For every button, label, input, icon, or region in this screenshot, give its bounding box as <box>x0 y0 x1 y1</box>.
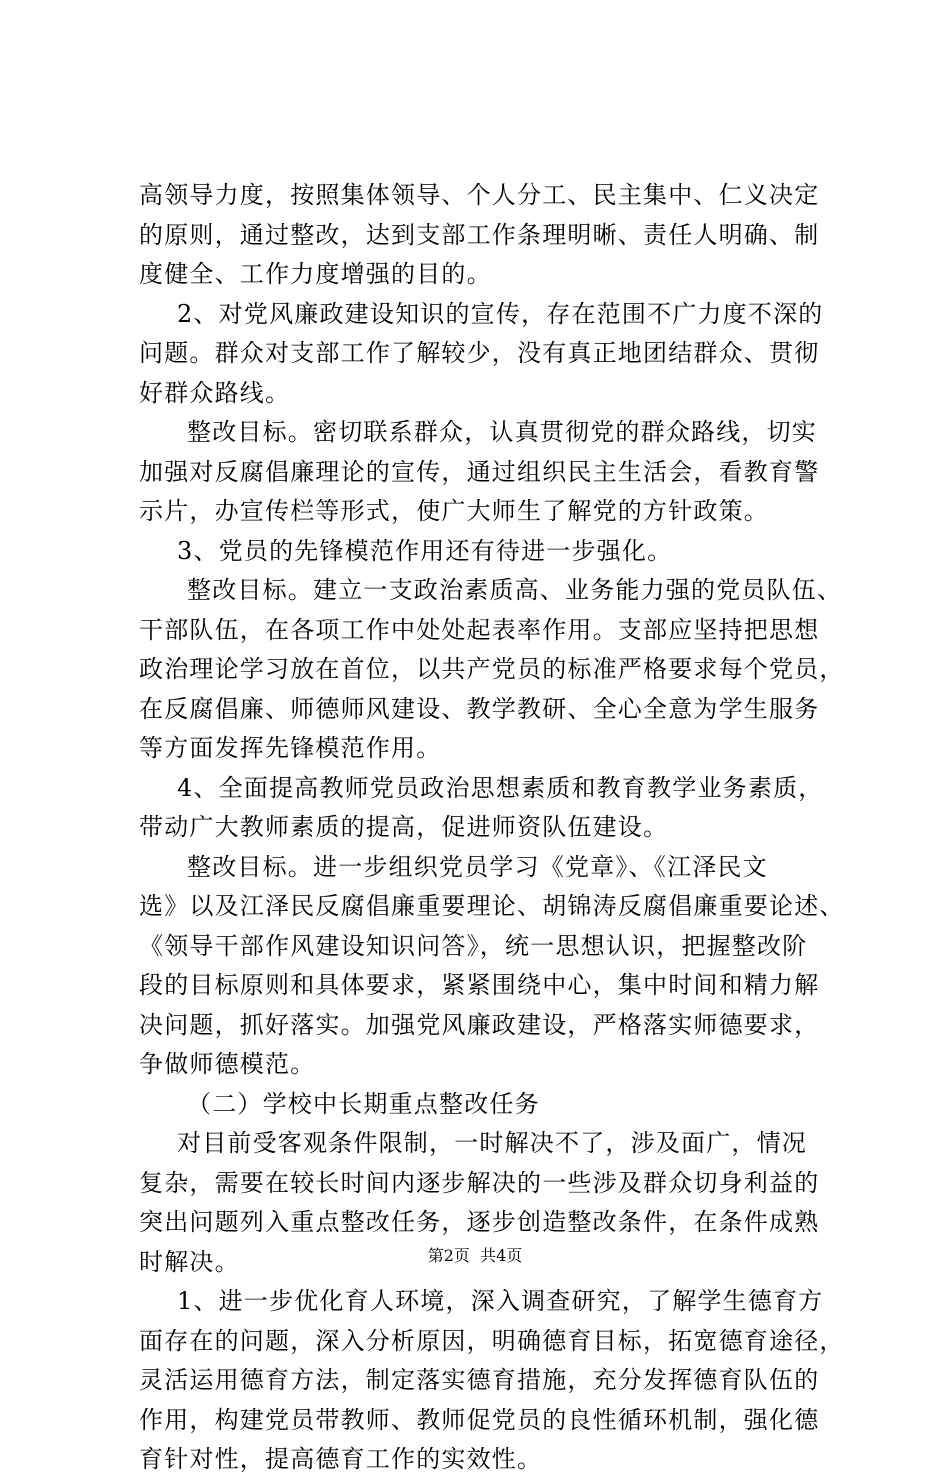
text-line: 3、党员的先锋模范作用还有待进一步强化。 <box>177 536 673 565</box>
text-line: 加强对反腐倡廉理论的宣传，通过组织民主生活会，看教育警 <box>139 457 820 486</box>
text-line: 高领导力度，按照集体领导、个人分工、民主集中、仁义决定 <box>139 181 820 209</box>
text-line: 争做师德模范。 <box>139 1050 316 1078</box>
text-line: 问题。群众对支部工作了解较少，没有真正地团结群众、贯彻 <box>139 339 820 367</box>
text-line: 干部队伍，在各项工作中处处起表率作用。支部应坚持把思想 <box>139 615 820 644</box>
text-line: 度健全、工作力度增强的目的。 <box>139 260 492 288</box>
text-line: 突出问题列入重点整改任务，逐步创造整改条件，在条件成熟 <box>139 1208 820 1236</box>
text-line: 选》以及江泽民反腐倡廉重要理论、胡锦涛反腐倡廉重要论述、 <box>139 892 845 920</box>
text-line: 示片，办宣传栏等形式，使广大师生了解党的方针政策。 <box>139 497 769 525</box>
text-line: 复杂，需要在较长时间内逐步解决的一些涉及群众切身利益的 <box>139 1168 820 1197</box>
section-heading: （二）学校中长期重点整改任务 <box>187 1089 540 1118</box>
text-line: 带动广大教师素质的提高，促进师资队伍建设。 <box>139 813 669 841</box>
text-line: 等方面发挥先锋模范作用。 <box>139 734 442 762</box>
text-line: 整改目标。建立一支政治素质高、业务能力强的党员队伍、 <box>187 576 843 604</box>
text-line: 《领导干部作风建设知识问答》，统一思想认识，把握整改阶 <box>139 931 808 960</box>
text-line: 在反腐倡廉、师德师风建设、教学教研、全心全意为学生服务 <box>139 694 820 723</box>
text-line: 2、对党风廉政建设知识的宣传，存在范围不广力度不深的 <box>177 299 824 328</box>
text-line: 政治理论学习放在首位，以共产党员的标准严格要求每个党员， <box>139 655 845 683</box>
text-line: 1、进一步优化育人环境，深入调查研究，了解学生德育方 <box>177 1287 824 1315</box>
text-line: 时解决。 <box>139 1247 240 1276</box>
text-line: 的原则，通过整改，达到支部工作条理明晰、责任人明确、制 <box>139 220 820 249</box>
text-line: 整改目标。进一步组织党员学习《党章》、《江泽民文 <box>187 852 768 881</box>
text-line: 4、全面提高教师党员政治思想素质和教育教学业务素质， <box>177 773 824 802</box>
text-line: 育针对性，提高德育工作的实效性。 <box>139 1445 543 1473</box>
text-line: 整改目标。密切联系群众，认真贯彻党的群众路线，切实 <box>187 418 817 446</box>
document-body <box>139 176 845 1480</box>
text-line: 灵活运用德育方法，制定落实德育措施，充分发挥德育队伍的 <box>139 1366 820 1394</box>
text-line: 段的目标原则和具体要求，紧紧围绕中心，集中时间和精力解 <box>139 971 820 999</box>
text-line: 面存在的问题，深入分析原因，明确德育目标，拓宽德育途径， <box>139 1326 845 1355</box>
page-number-footer: 第2页 共4页 <box>427 1246 523 1265</box>
text-line: 对目前受客观条件限制，一时解决不了，涉及面广，情况 <box>177 1129 807 1157</box>
text-line: 好群众路线。 <box>139 378 291 407</box>
text-line: 决问题，抓好落实。加强党风廉政建设，严格落实师德要求， <box>139 1010 820 1039</box>
text-line: 作用，构建党员带教师、教师促党员的良性循环机制，强化德 <box>139 1405 820 1434</box>
